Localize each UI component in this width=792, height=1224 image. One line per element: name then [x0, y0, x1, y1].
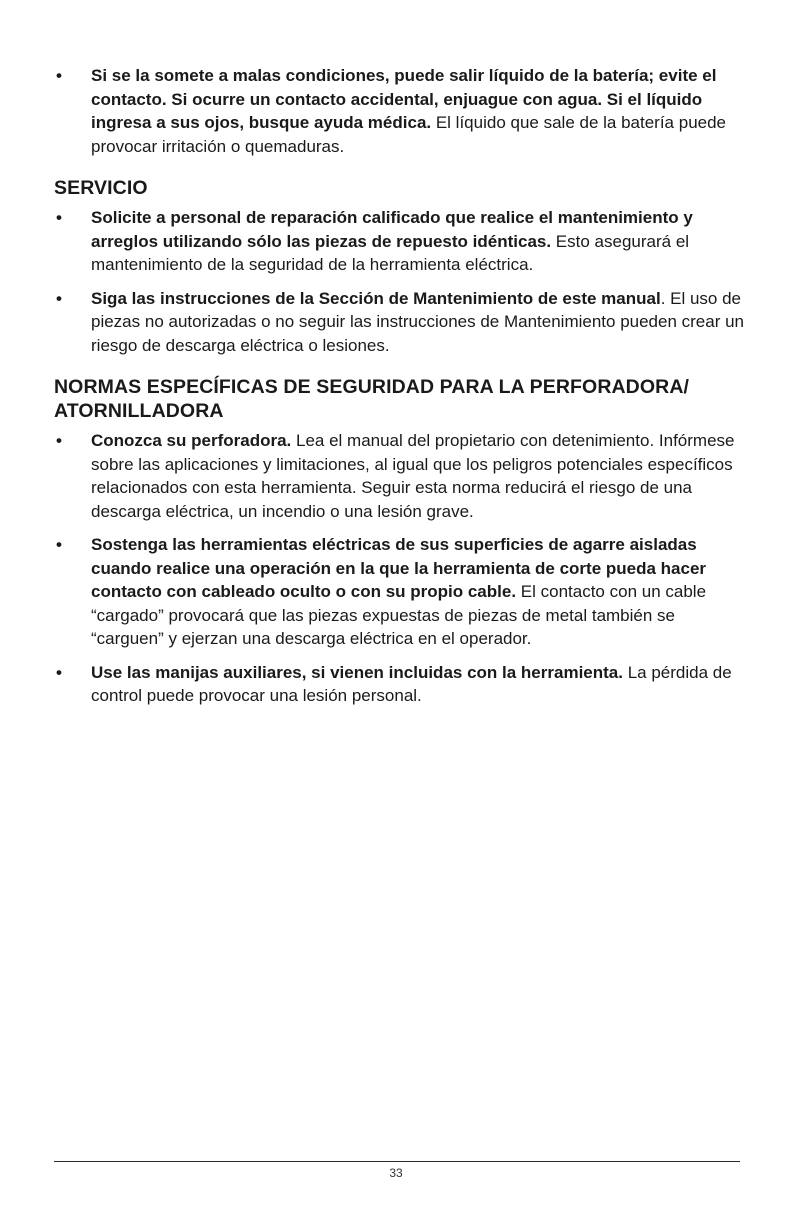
page-number: 33	[389, 1166, 403, 1180]
bullet-icon: •	[56, 288, 62, 308]
servicio-item-2	[54, 287, 744, 358]
normas-item-2-bold: Sostenga las herramientas eléctricas de sus superficies de agarre aisladas cuando realice una operación en la que la herramienta de corte pueda hacer contacto con cableado oculto o con su propio cable.	[91, 535, 707, 601]
normas-item-2	[54, 533, 744, 651]
footer-divider	[54, 1161, 740, 1162]
normas-item-3	[54, 661, 744, 708]
normas-heading: NORMAS ESPECÍFICAS DE SEGURIDAD PARA LA PERFORADORA/ ATORNILLADORA	[54, 376, 690, 422]
servicio-item-1-bold: Solicite a personal de reparación calificado que realice el mantenimiento y arreglos utilizando sólo las piezas de repuesto idénticas.	[91, 208, 693, 251]
bullet-icon: •	[56, 208, 62, 227]
servicio-heading: SERVICIO	[54, 177, 148, 199]
bullet-icon: •	[56, 535, 62, 554]
servicio-item-1-text: Esto asegurará el mantenimiento de la seguridad de la herramienta eléctrica.	[91, 231, 690, 274]
normas-item-1-bold: Conozca su perforadora.	[91, 431, 292, 450]
servicio-item-2-bold: Siga las instrucciones de la Sección de Mantenimiento de este manual	[91, 288, 661, 308]
normas-item-1	[54, 429, 744, 523]
bullet-icon: •	[56, 431, 62, 450]
page-content	[54, 64, 744, 718]
normas-item-2-text: El contacto con un cable “cargado” provocará que las piezas expuestas de piezas de metal también se “carguen” y ejerzan una descarga eléctrica en el operador.	[91, 582, 707, 648]
bullet-icon: •	[56, 662, 62, 682]
battery-warning-item	[54, 64, 744, 158]
battery-warning-text: El líquido que sale de la batería puede provocar irritación o quemaduras.	[91, 113, 727, 156]
normas-item-1-text: Lea el manual del propietario con detenimiento. Infórmese sobre las aplicaciones y limitaciones, al igual que los peligros potenciales específicos relacionados con esta herramienta. Seguir esta norma reducirá el riesgo de una descarga eléctrica, un incendio o una lesión grave.	[91, 431, 735, 521]
bullet-icon: •	[56, 66, 62, 85]
normas-item-3-text: La pérdida de control puede provocar una lesión personal.	[91, 662, 732, 705]
servicio-item-1	[54, 206, 744, 277]
normas-item-3-bold: Use las manijas auxiliares, si vienen incluidas con la herramienta.	[91, 662, 623, 682]
battery-warning-bold: Si se la somete a malas condiciones, puede salir líquido de la batería; evite el contacto. Si ocurre un contacto accidental, enjuague con agua. Si el líquido ingresa a sus ojos, busque ayuda médica.	[91, 66, 717, 132]
servicio-item-2-text: . El uso de piezas no autorizadas o no seguir las instrucciones de Mantenimiento pueden crear un riesgo de descarga eléctrica o lesiones.	[91, 288, 745, 355]
